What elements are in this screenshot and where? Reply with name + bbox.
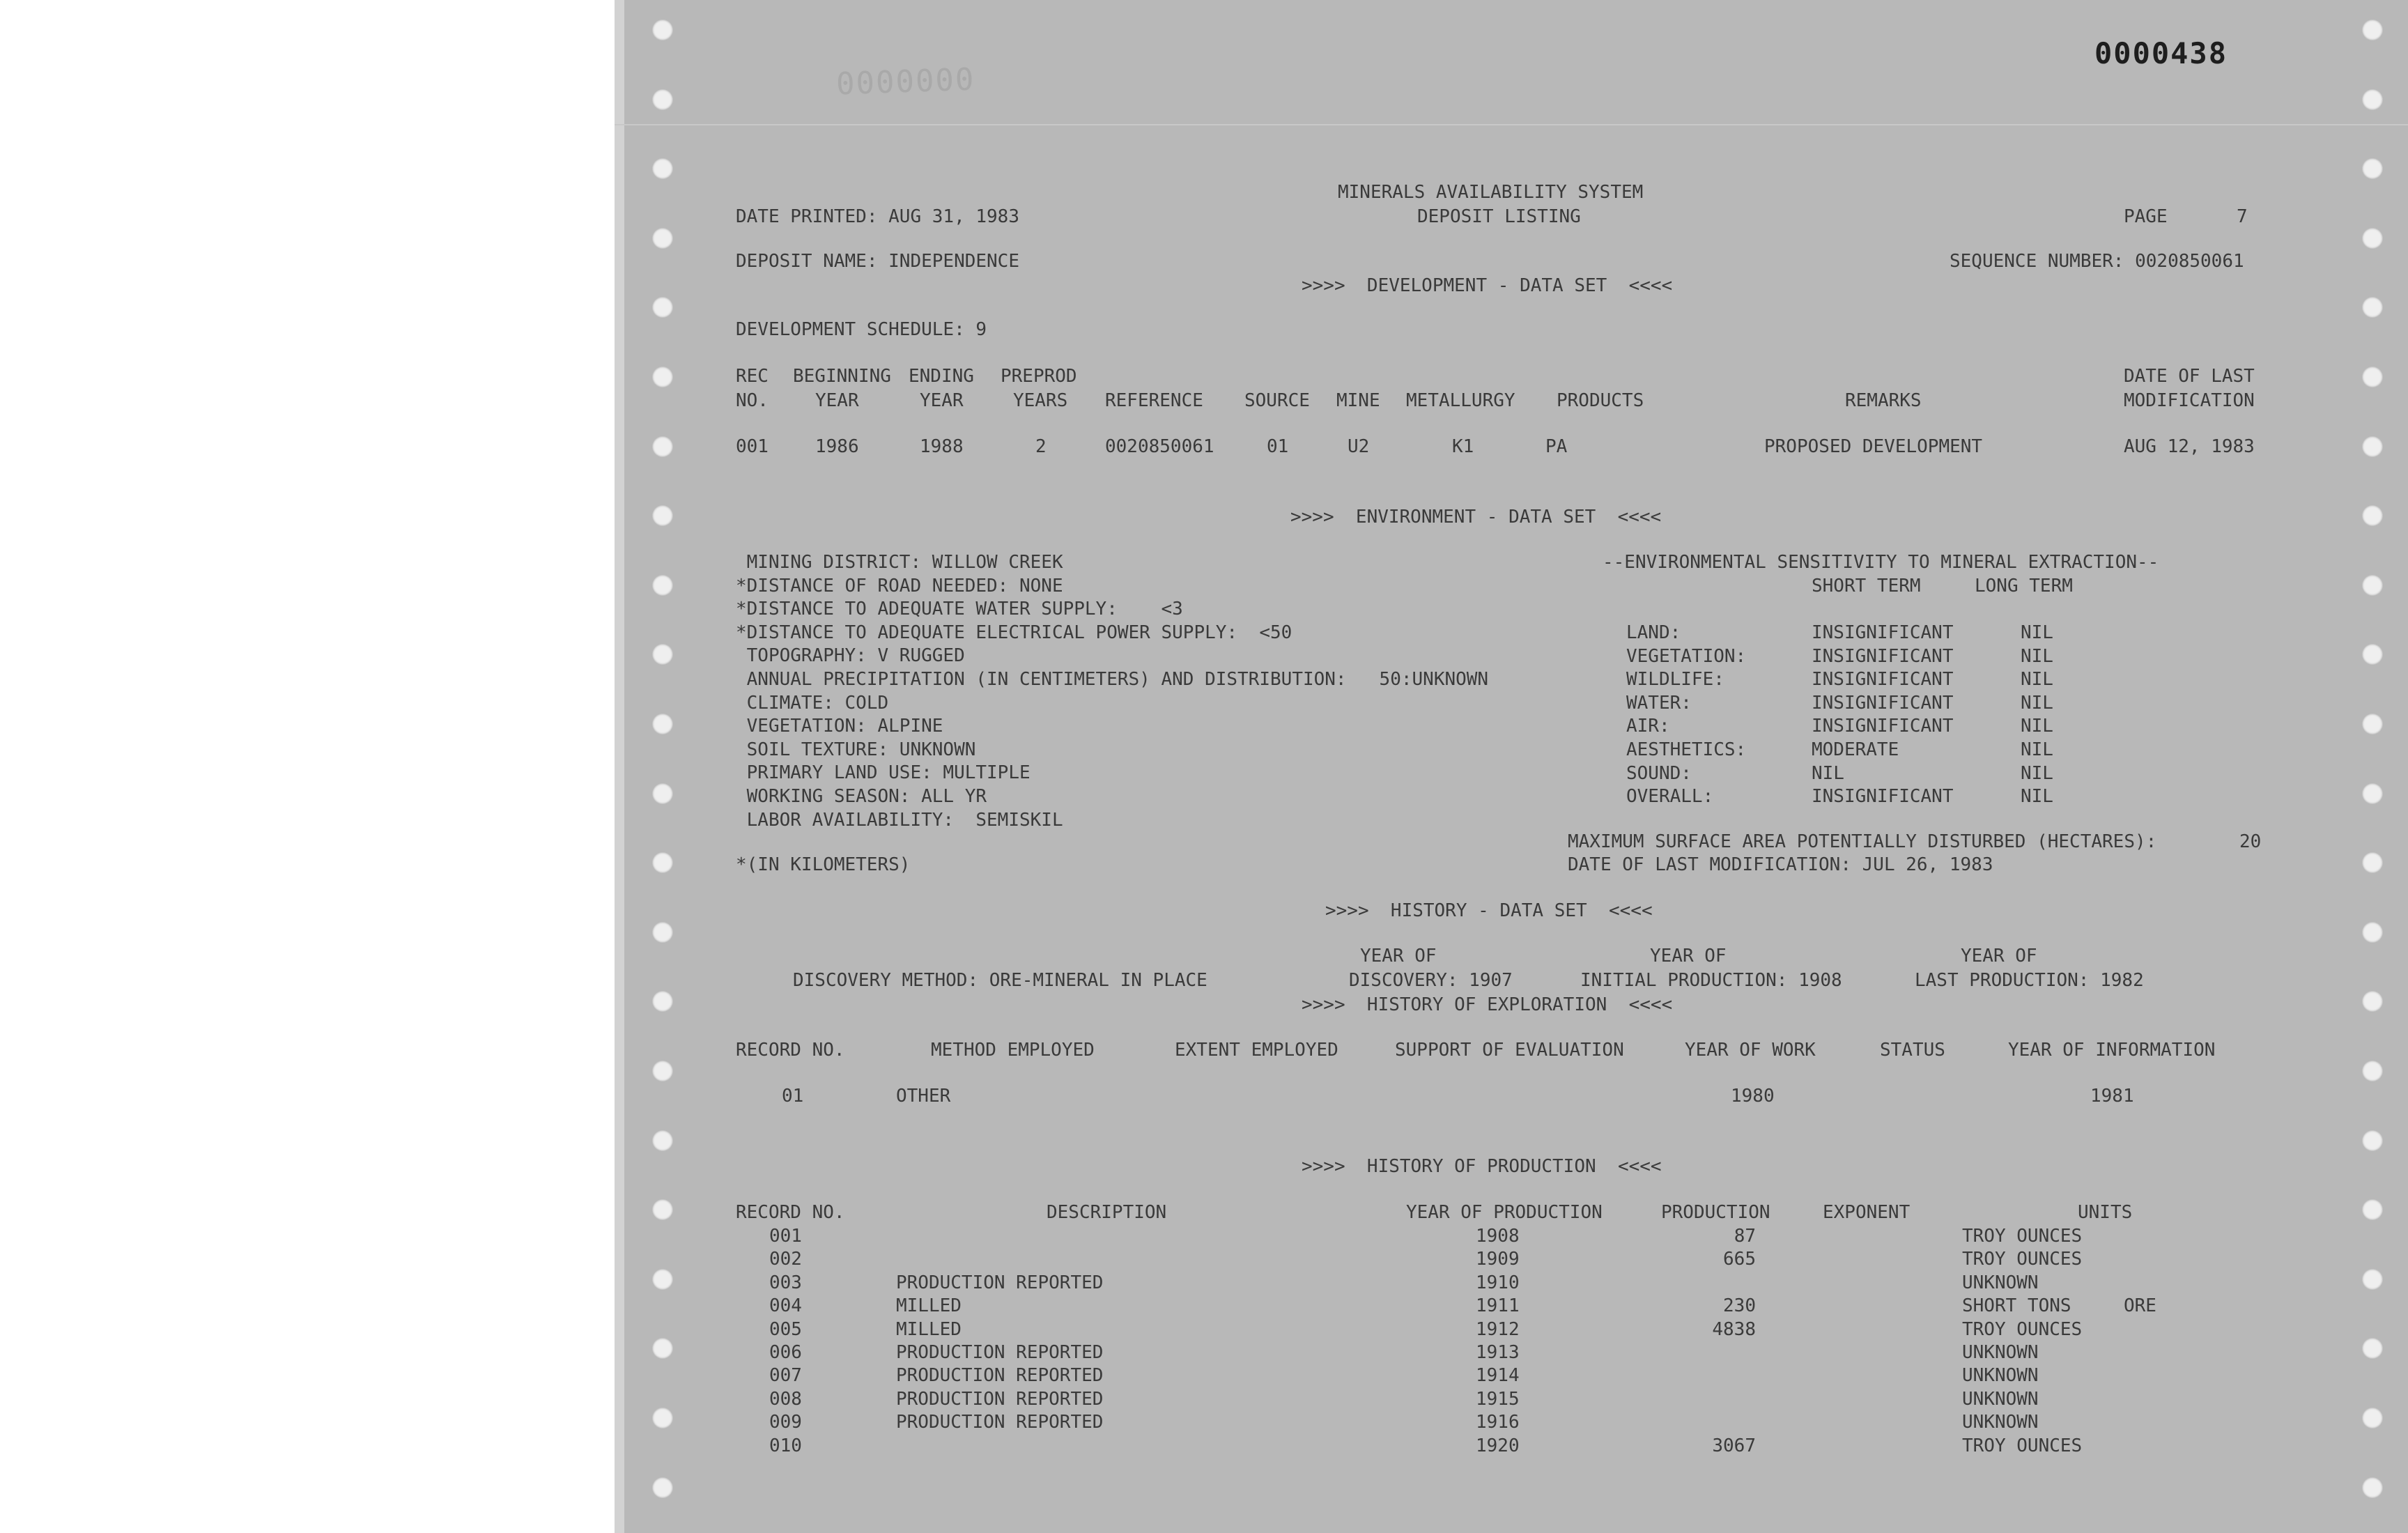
sensitivity-factor: VEGETATION: — [1626, 645, 1747, 667]
prod-value: 665 — [1723, 1249, 1756, 1270]
prod-description: PRODUCTION REPORTED — [896, 1272, 1104, 1293]
development-section-title: >>>> DEVELOPMENT - DATA SET <<<< — [1302, 275, 1673, 296]
max-surface-value: 20 — [2239, 831, 2262, 852]
prod-units: UNKNOWN — [1962, 1272, 2039, 1293]
sensitivity-factor: LAND: — [1626, 622, 1681, 643]
exp-year-work: 1980 — [1731, 1086, 1775, 1107]
dev-date-mod: AUG 12, 1983 — [2124, 436, 2255, 457]
exploration-section-title: >>>> HISTORY OF EXPLORATION <<<< — [1302, 994, 1673, 1015]
col-beginning: BEGINNING — [793, 366, 891, 387]
environment-section-title: >>>> ENVIRONMENT - DATA SET <<<< — [1290, 507, 1662, 527]
sensitivity-short-term: MODERATE — [1812, 739, 1899, 760]
sensitivity-long-term: NIL — [2021, 716, 2053, 737]
dev-mine: U2 — [1348, 436, 1370, 457]
perforation-fold — [615, 124, 2408, 125]
prod-col-units: UNITS — [2078, 1202, 2133, 1223]
col-ending: ENDING — [909, 366, 974, 387]
prod-col-record: RECORD NO. — [736, 1202, 845, 1223]
development-schedule: DEVELOPMENT SCHEDULE: 9 — [736, 319, 987, 340]
feed-hole — [2362, 297, 2383, 318]
col-mine: MINE — [1336, 390, 1380, 411]
prod-units: UNKNOWN — [1962, 1365, 2039, 1387]
last-production: LAST PRODUCTION: 1982 — [1915, 970, 2144, 991]
sensitivity-short-term: INSIGNIFICANT — [1812, 786, 1954, 808]
sensitivity-factor: AIR: — [1626, 716, 1670, 737]
prod-units: TROY OUNCES — [1962, 1226, 2083, 1247]
feed-hole — [652, 1269, 673, 1290]
feed-hole — [652, 158, 673, 179]
sensitivity-factor: WATER: — [1626, 692, 1692, 714]
prod-record: 003 — [769, 1272, 802, 1293]
sensitivity-short-term: INSIGNIFICANT — [1812, 669, 1954, 691]
prod-value: 4838 — [1712, 1318, 1756, 1340]
prod-col-production: PRODUCTION — [1661, 1202, 1770, 1223]
sensitivity-factor: AESTHETICS: — [1626, 739, 1747, 760]
dev-beginning: 1986 — [815, 436, 859, 457]
dev-preprod: 2 — [1035, 436, 1047, 457]
prod-units: TROY OUNCES — [1962, 1318, 2083, 1340]
col-remarks: REMARKS — [1845, 390, 1922, 411]
env-attribute-line: *DISTANCE TO ADEQUATE ELECTRICAL POWER SUPPLY: <50 — [736, 622, 1292, 643]
dev-source: 01 — [1267, 436, 1289, 457]
col-source: SOURCE — [1244, 390, 1310, 411]
prod-units-extra: ORE — [2124, 1295, 2156, 1317]
prod-record: 001 — [769, 1226, 802, 1247]
feed-hole — [652, 1130, 673, 1151]
feed-hole — [652, 1338, 673, 1359]
deposit-name: DEPOSIT NAME: INDEPENDENCE — [736, 251, 1019, 272]
listing-title: DEPOSIT LISTING — [1417, 206, 1581, 227]
prod-year: 1914 — [1476, 1365, 1520, 1387]
col-beginning: YEAR — [815, 390, 859, 411]
feed-hole — [652, 505, 673, 526]
prod-value: 87 — [1734, 1226, 1756, 1247]
feed-hole — [2362, 1269, 2383, 1290]
feed-hole — [2362, 1338, 2383, 1359]
feed-hole — [652, 1061, 673, 1081]
max-surface-label: MAXIMUM SURFACE AREA POTENTIALLY DISTURBED (HECTARES): — [1568, 831, 2157, 852]
exp-col-support: SUPPORT OF EVALUATION — [1395, 1040, 1624, 1061]
dev-reference: 0020850061 — [1105, 436, 1214, 457]
exp-method: OTHER — [896, 1086, 951, 1107]
col-rec: REC — [736, 366, 769, 387]
page-edge — [615, 0, 624, 1533]
env-attribute-line: MINING DISTRICT: WILLOW CREEK — [736, 552, 1063, 573]
prod-year: 1913 — [1476, 1342, 1520, 1363]
feed-hole — [652, 1408, 673, 1428]
env-attribute-line: WORKING SEASON: ALL YR — [736, 786, 987, 807]
prod-record: 002 — [769, 1249, 802, 1270]
feed-hole — [2362, 1061, 2383, 1081]
sensitivity-short-term: INSIGNIFICANT — [1812, 645, 1954, 667]
feed-hole — [652, 922, 673, 943]
prod-description: PRODUCTION REPORTED — [896, 1365, 1104, 1387]
prod-record: 004 — [769, 1295, 802, 1317]
discovery-year: DISCOVERY: 1907 — [1349, 970, 1513, 991]
feed-hole — [652, 20, 673, 40]
initial-production: INITIAL PRODUCTION: 1908 — [1580, 970, 1842, 991]
feed-hole — [652, 436, 673, 457]
feed-hole — [2362, 922, 2383, 943]
prod-col-exponent: EXPONENT — [1823, 1202, 1911, 1223]
feed-hole — [652, 714, 673, 734]
sensitivity-title: --ENVIRONMENTAL SENSITIVITY TO MINERAL EXTRACTION-- — [1603, 552, 2159, 573]
exp-col-method: METHOD EMPLOYED — [931, 1040, 1095, 1061]
col-reference: REFERENCE — [1105, 390, 1203, 411]
year-of-label: YEAR OF — [1961, 946, 2037, 966]
production-section-title: >>>> HISTORY OF PRODUCTION <<<< — [1302, 1156, 1662, 1177]
feed-hole — [2362, 436, 2383, 457]
prod-units: UNKNOWN — [1962, 1412, 2039, 1433]
exp-col-year-work: YEAR OF WORK — [1685, 1040, 1816, 1061]
sensitivity-long-term: NIL — [2021, 692, 2053, 714]
env-attribute-line: TOPOGRAPHY: V RUGGED — [736, 645, 965, 667]
prod-record: 006 — [769, 1342, 802, 1363]
sensitivity-factor: WILDLIFE: — [1626, 669, 1724, 691]
prod-value: 3067 — [1712, 1435, 1756, 1456]
feed-hole — [2362, 158, 2383, 179]
sensitivity-short-term: INSIGNIFICANT — [1812, 692, 1954, 714]
long-term-label: LONG TERM — [1975, 576, 2073, 596]
feed-hole — [2362, 783, 2383, 804]
col-preprod: YEARS — [1013, 390, 1068, 411]
prod-year: 1908 — [1476, 1226, 1520, 1247]
feed-hole — [2362, 20, 2383, 40]
col-rec: NO. — [736, 390, 769, 411]
page-label: PAGE — [2124, 206, 2168, 227]
prod-description: MILLED — [896, 1318, 962, 1340]
env-attribute-line: CLIMATE: COLD — [736, 692, 889, 714]
prod-description: PRODUCTION REPORTED — [896, 1412, 1104, 1433]
feed-hole — [652, 1477, 673, 1498]
dev-rec: 001 — [736, 436, 769, 457]
sensitivity-short-term: INSIGNIFICANT — [1812, 622, 1954, 643]
exp-col-extent: EXTENT EMPLOYED — [1175, 1040, 1338, 1061]
prod-col-description: DESCRIPTION — [1047, 1202, 1167, 1223]
sequence-number: SEQUENCE NUMBER: 0020850061 — [1950, 251, 2244, 272]
env-attribute-line: ANNUAL PRECIPITATION (IN CENTIMETERS) AND DISTRIBUTION: 50:UNKNOWN — [736, 669, 1489, 690]
env-attribute-line: *DISTANCE TO ADEQUATE WATER SUPPLY: <3 — [736, 599, 1183, 620]
prod-description: PRODUCTION REPORTED — [896, 1342, 1104, 1363]
prod-units: UNKNOWN — [1962, 1342, 2039, 1363]
system-title: MINERALS AVAILABILITY SYSTEM — [1338, 182, 1644, 203]
prod-description: PRODUCTION REPORTED — [896, 1388, 1104, 1410]
sensitivity-long-term: NIL — [2021, 669, 2053, 691]
prod-year: 1910 — [1476, 1272, 1520, 1293]
year-of-label: YEAR OF — [1360, 946, 1437, 966]
feed-hole — [2362, 852, 2383, 873]
sensitivity-short-term: NIL — [1812, 762, 1844, 784]
env-attribute-line: LABOR AVAILABILITY: SEMISKIL — [736, 809, 1063, 831]
prod-record: 008 — [769, 1388, 802, 1410]
feed-hole — [2362, 1408, 2383, 1428]
feed-hole — [2362, 228, 2383, 249]
prod-record: 010 — [769, 1435, 802, 1456]
prod-year: 1916 — [1476, 1412, 1520, 1433]
feed-hole — [2362, 89, 2383, 110]
year-of-label: YEAR OF — [1650, 946, 1727, 966]
feed-hole — [2362, 575, 2383, 596]
feed-hole — [2362, 1130, 2383, 1151]
dev-metallurgy: K1 — [1452, 436, 1474, 457]
prod-units: UNKNOWN — [1962, 1388, 2039, 1410]
exp-col-year-info: YEAR OF INFORMATION — [2008, 1040, 2216, 1061]
sensitivity-factor: OVERALL: — [1626, 786, 1714, 808]
prod-description: MILLED — [896, 1295, 962, 1317]
feed-hole — [652, 991, 673, 1012]
prod-units: SHORT TONS — [1962, 1295, 2071, 1317]
prod-units: TROY OUNCES — [1962, 1435, 2083, 1456]
faint-stamp-number: 0000000 — [835, 61, 976, 102]
feed-hole — [2362, 505, 2383, 526]
col-date-mod: MODIFICATION — [2124, 390, 2255, 411]
env-date-last-mod: DATE OF LAST MODIFICATION: JUL 26, 1983 — [1568, 854, 1993, 875]
prod-record: 005 — [769, 1318, 802, 1340]
prod-record: 009 — [769, 1412, 802, 1433]
prod-value: 230 — [1723, 1295, 1756, 1317]
feed-hole — [652, 367, 673, 387]
col-date-mod: DATE OF LAST — [2124, 366, 2255, 387]
col-ending: YEAR — [920, 390, 964, 411]
date-printed: DATE PRINTED: AUG 31, 1983 — [736, 206, 1019, 227]
feed-hole — [2362, 1199, 2383, 1220]
feed-hole — [652, 783, 673, 804]
prod-year: 1909 — [1476, 1249, 1520, 1270]
sensitivity-long-term: NIL — [2021, 645, 2053, 667]
env-attribute-line: *DISTANCE OF ROAD NEEDED: NONE — [736, 575, 1063, 596]
feed-hole — [652, 89, 673, 110]
sensitivity-factor: SOUND: — [1626, 762, 1692, 784]
feed-hole — [652, 228, 673, 249]
sensitivity-long-term: NIL — [2021, 786, 2053, 808]
sensitivity-long-term: NIL — [2021, 622, 2053, 643]
feed-hole — [2362, 1477, 2383, 1498]
sensitivity-long-term: NIL — [2021, 739, 2053, 760]
dev-ending: 1988 — [920, 436, 964, 457]
short-term-label: SHORT TERM — [1812, 576, 1921, 596]
col-preprod: PREPROD — [1001, 366, 1077, 387]
env-attribute-line: PRIMARY LAND USE: MULTIPLE — [736, 762, 1031, 784]
prod-year: 1912 — [1476, 1318, 1520, 1340]
document-number: 0000438 — [2094, 36, 2228, 70]
feed-hole — [2362, 644, 2383, 665]
exp-record: 01 — [782, 1086, 804, 1107]
feed-hole — [652, 1199, 673, 1220]
exp-year-info: 1981 — [2090, 1086, 2134, 1107]
dev-products: PA — [1545, 436, 1568, 457]
exp-col-status: STATUS — [1880, 1040, 1945, 1061]
feed-hole — [652, 575, 673, 596]
history-section-title: >>>> HISTORY - DATA SET <<<< — [1325, 900, 1653, 921]
feed-hole — [652, 644, 673, 665]
sensitivity-short-term: INSIGNIFICANT — [1812, 716, 1954, 737]
prod-record: 007 — [769, 1365, 802, 1387]
page-number: 7 — [2237, 206, 2248, 227]
feed-hole — [2362, 991, 2383, 1012]
env-attribute-line: SOIL TEXTURE: UNKNOWN — [736, 739, 976, 760]
col-products: PRODUCTS — [1557, 390, 1644, 411]
sensitivity-long-term: NIL — [2021, 762, 2053, 784]
feed-hole — [2362, 367, 2383, 387]
prod-year: 1920 — [1476, 1435, 1520, 1456]
col-metallurgy: METALLURGY — [1406, 390, 1515, 411]
feed-hole — [652, 852, 673, 873]
discovery-method: DISCOVERY METHOD: ORE-MINERAL IN PLACE — [793, 970, 1207, 991]
prod-col-year: YEAR OF PRODUCTION — [1406, 1202, 1603, 1223]
prod-year: 1911 — [1476, 1295, 1520, 1317]
dev-remarks: PROPOSED DEVELOPMENT — [1764, 436, 1983, 457]
exp-col-record: RECORD NO. — [736, 1040, 845, 1061]
prod-year: 1915 — [1476, 1388, 1520, 1410]
feed-hole — [652, 297, 673, 318]
prod-units: TROY OUNCES — [1962, 1249, 2083, 1270]
env-attribute-line: VEGETATION: ALPINE — [736, 716, 943, 737]
env-footnote: *(IN KILOMETERS) — [736, 854, 911, 875]
feed-hole — [2362, 714, 2383, 734]
